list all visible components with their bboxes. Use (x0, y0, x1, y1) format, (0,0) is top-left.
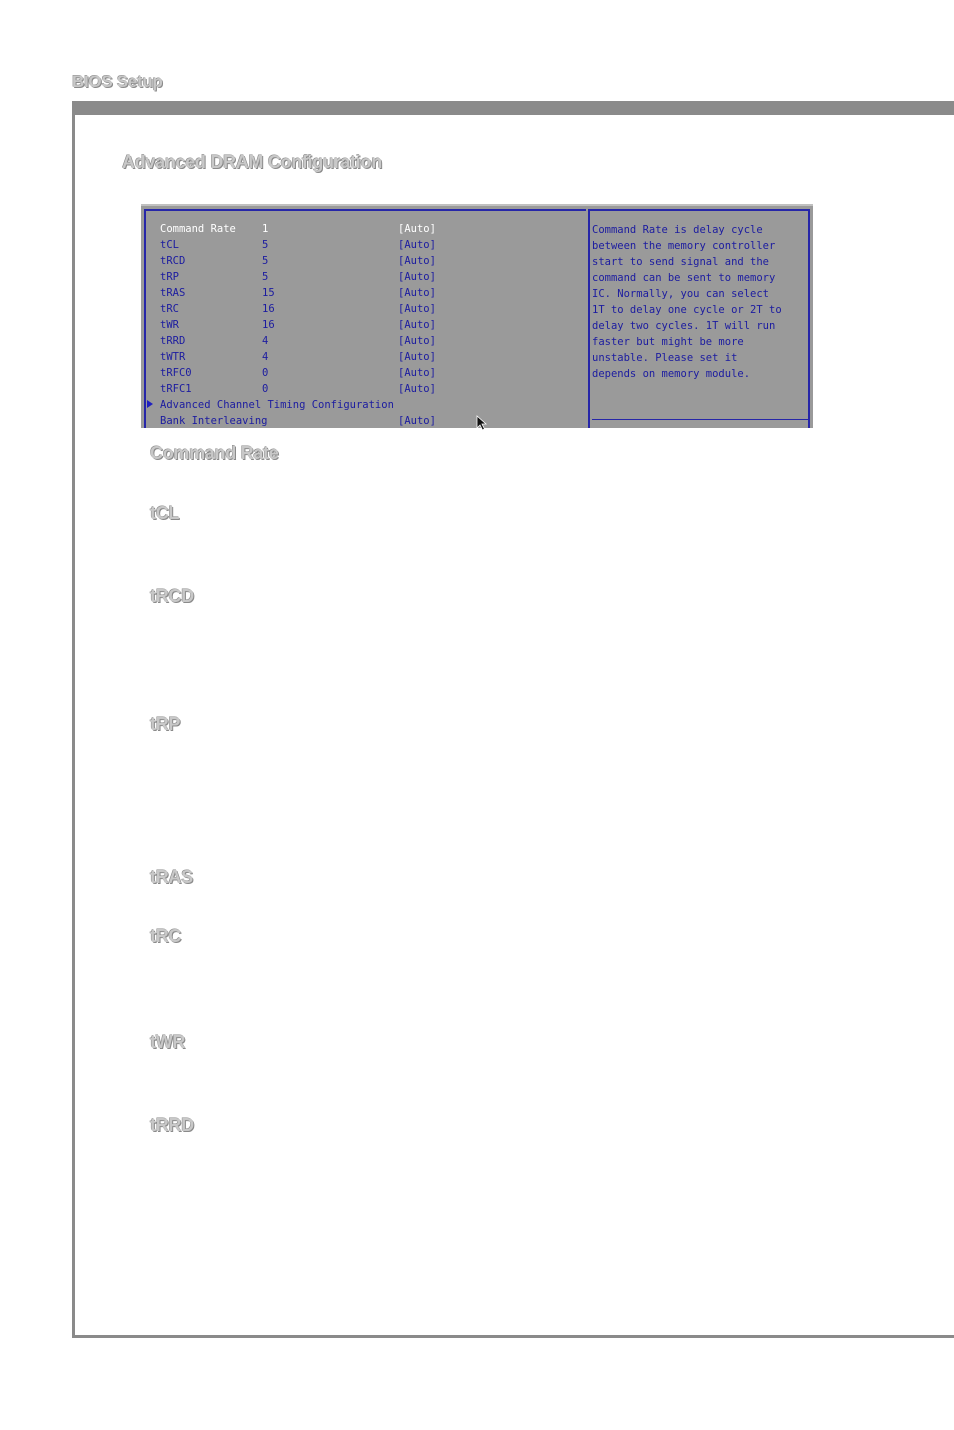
row-value: 16 (262, 303, 275, 315)
mouse-cursor-icon (476, 415, 488, 431)
row-label: tRFC1 (160, 383, 192, 395)
header-bar (72, 101, 954, 115)
param-heading-trc: tRC (150, 926, 182, 946)
row-value: 15 (262, 287, 275, 299)
row-label: Bank Interleaving (160, 415, 268, 427)
row-label: Command Rate (160, 223, 236, 235)
row-option[interactable]: [Auto] (398, 415, 436, 427)
param-heading-tcl: tCL (150, 503, 180, 523)
bios-row-trc[interactable] (146, 301, 586, 317)
row-option[interactable]: [Auto] (398, 239, 436, 251)
param-heading-trrd: tRRD (150, 1115, 194, 1135)
row-value: 16 (262, 319, 275, 331)
row-label: Advanced Channel Timing Configuration (160, 399, 394, 411)
bottom-rule (72, 1335, 954, 1338)
row-value: 1 (262, 223, 269, 235)
row-option[interactable]: [Auto] (398, 383, 436, 395)
bios-row-tras[interactable] (146, 285, 586, 301)
bios-row-advanced-channel-timing[interactable] (146, 397, 586, 413)
row-value: 5 (262, 255, 269, 267)
row-value: 4 (262, 351, 269, 363)
row-label: tRP (160, 271, 179, 283)
bios-row-trfc0[interactable] (146, 365, 586, 381)
param-heading-tras: tRAS (150, 867, 193, 887)
row-label: tRFC0 (160, 367, 192, 379)
row-label: tRCD (160, 255, 186, 267)
bios-row-twr[interactable] (146, 317, 586, 333)
bios-row-trcd[interactable] (146, 253, 586, 269)
row-label: tRC (160, 303, 179, 315)
section-title: Advanced DRAM Configuration (122, 152, 382, 172)
bios-row-twtr[interactable] (146, 349, 586, 365)
submenu-arrow-icon (147, 400, 153, 408)
bios-help-panel (588, 209, 810, 428)
bios-row-trfc1[interactable] (146, 381, 586, 397)
row-option[interactable]: [Auto] (398, 303, 436, 315)
bios-row-command-rate[interactable] (146, 221, 586, 237)
help-text: Command Rate is delay cycle between the memory controller start to send signal and the command can be sent to memory IC. Normally, you can select 1T to delay one cycle or 2T to delay two cycles. 1T will run faster but might be more unstable. Please set it depends on memory module. (592, 224, 782, 380)
param-heading-trp: tRP (150, 714, 181, 734)
row-option[interactable]: [Auto] (398, 319, 436, 331)
bios-row-trp[interactable] (146, 269, 586, 285)
row-option[interactable]: [Auto] (398, 255, 436, 267)
bios-screenshot (141, 204, 813, 428)
row-option[interactable]: [Auto] (398, 287, 436, 299)
row-label: tWR (160, 319, 179, 331)
left-rule (72, 101, 75, 1338)
param-heading-twr: tWR (150, 1032, 186, 1052)
bios-settings-panel (144, 209, 586, 428)
row-label: tWTR (160, 351, 186, 363)
row-option[interactable]: [Auto] (398, 271, 436, 283)
bios-row-trrd[interactable] (146, 333, 586, 349)
row-option[interactable]: [Auto] (398, 367, 436, 379)
row-value: 0 (262, 383, 269, 395)
row-option[interactable]: [Auto] (398, 335, 436, 347)
bios-row-tcl[interactable] (146, 237, 586, 253)
page-header-title: BIOS Setup (72, 72, 163, 91)
row-value: 4 (262, 335, 269, 347)
param-heading-command-rate: Command Rate (150, 443, 279, 463)
row-value: 5 (262, 239, 269, 251)
row-label: tRRD (160, 335, 186, 347)
row-label: tRAS (160, 287, 186, 299)
row-option[interactable]: [Auto] (398, 223, 436, 235)
row-option[interactable]: [Auto] (398, 351, 436, 363)
bios-row-bank-interleaving[interactable] (146, 413, 586, 428)
row-value: 5 (262, 271, 269, 283)
help-divider (592, 419, 808, 420)
row-label: tCL (160, 239, 179, 251)
param-heading-trcd: tRCD (150, 586, 194, 606)
row-value: 0 (262, 367, 269, 379)
